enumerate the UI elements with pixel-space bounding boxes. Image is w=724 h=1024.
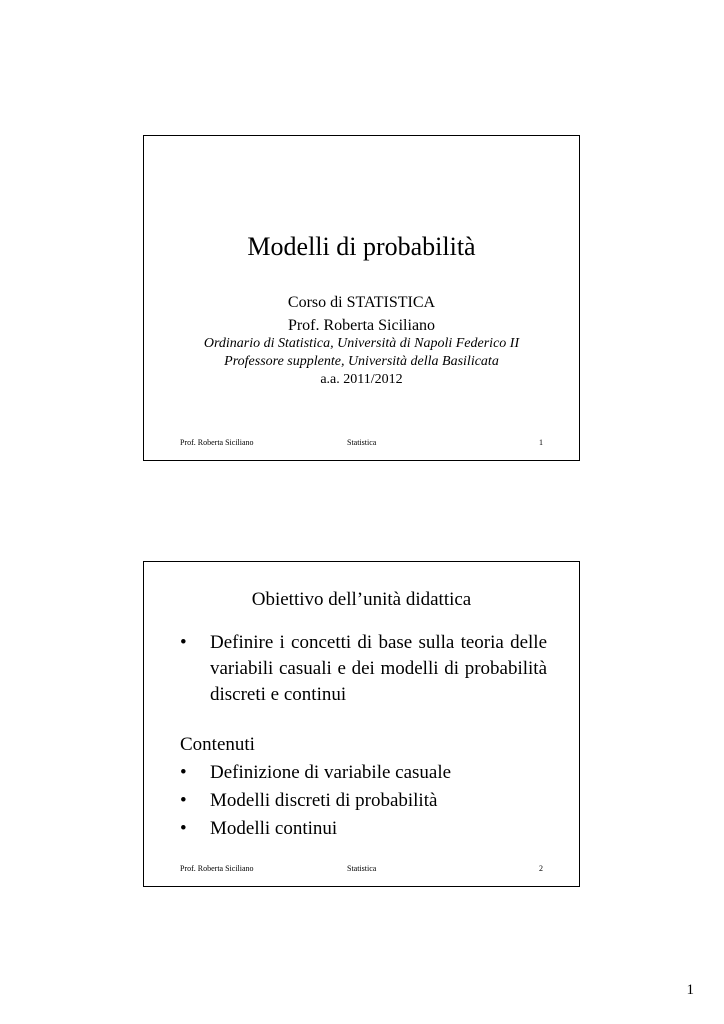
contents-heading: Contenuti (180, 734, 255, 755)
slide-1 (143, 135, 580, 461)
footer-author: Prof. Roberta Siciliano (180, 438, 254, 447)
affiliation-line: Ordinario di Statistica, Università di Napoli Federico II (203, 336, 520, 351)
slide-footer (144, 438, 579, 450)
slide-title: Modelli di probabilità (247, 232, 476, 261)
course-name: Corso di STATISTICA (287, 294, 436, 311)
slide-title: Obiettivo dell’unità didattica (251, 589, 472, 610)
professor-name: Prof. Roberta Siciliano (287, 317, 436, 334)
list-item (180, 760, 547, 786)
objective-bullet (180, 630, 547, 708)
list-item-text: Modelli discreti di probabilità (210, 790, 438, 811)
list-item (180, 816, 547, 842)
footer-author: Prof. Roberta Siciliano (180, 864, 254, 873)
list-item-text: Definizione di variabile casuale (210, 762, 452, 783)
bullet-icon: • (180, 790, 187, 811)
affiliation-line-2: Professore supplente, Università della Basilicata (224, 354, 499, 369)
list-item-text: Modelli continui (210, 818, 338, 839)
bullet-icon: • (180, 762, 187, 783)
slide-footer (144, 864, 579, 876)
footer-slide-number: 1 (539, 438, 543, 447)
academic-year: a.a. 2011/2012 (320, 372, 403, 387)
bullet-icon: • (180, 818, 187, 839)
footer-slide-number: 2 (539, 864, 543, 873)
objective-text: Definire i concetti di base sulla teoria delle variabili casuali e dei modelli di probabilità discreti e continui (210, 632, 547, 705)
slide-2 (143, 561, 580, 887)
footer-course: Statistica (347, 864, 377, 873)
list-item (180, 788, 547, 814)
bullet-icon: • (180, 632, 187, 653)
page-number: 1 (686, 982, 694, 998)
footer-course: Statistica (347, 438, 377, 447)
